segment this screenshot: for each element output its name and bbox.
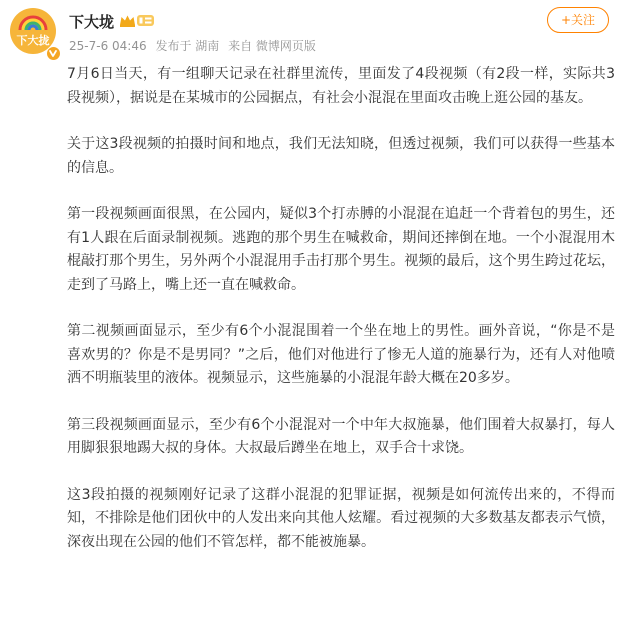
post-header (0, 0, 620, 60)
follow-button[interactable]: +关注 (547, 7, 609, 33)
paragraph: 第一段视频画面很黑，在公园内，疑似3个打赤膊的小混混在追赶一个背着包的男生，还有1人跟在后面录制视频。逃跑的那个男生在喊救命，期间还摔倒在地。一个小混混用木棍敲打那个男生，另外两个小混混用手击打那个男生。视频的最后，这个男生跨过花坛，走到了马路上，嘴上还一直在喊救命。 (67, 206, 615, 293)
verified-badge-icon (46, 46, 61, 61)
paragraph: 第三段视频画面显示，至少有6个小混混对一个中年大叔施暴，他们围着大叔暴打，每人用脚狠狠地踢大叔的身体。大叔最后蹲坐在地上，双手合十求饶。 (67, 416, 615, 456)
avatar-text: 下大拢 (16, 34, 50, 47)
paragraph: 这3段拍摄的视频刚好记录了这群小混混的犯罪证据，视频是如何流传出来的，不得而知，不排除是他们团伙中的人发出来向其他人炫耀。看过视频的大多数基友都表示气愤，深夜出现在公园的他们不管怎样，都不能被施暴。 (67, 486, 615, 550)
post-content (67, 63, 615, 577)
location: 发布于 湖南 (155, 39, 220, 53)
post-meta (69, 37, 321, 54)
source: 来自 微博网页版 (228, 39, 316, 53)
paragraph: 关于这3段视频的拍摄时间和地点，我们无法知晓，但透过视频，我们可以获得一些基本的信息。 (67, 136, 615, 176)
avatar[interactable] (10, 8, 56, 54)
paragraph: 第二视频画面显示，至少有6个小混混围着一个坐在地上的男性。画外音说，“你是不是喜欢男的？你是不是男同？”之后，他们对他进行了惨无人道的施暴行为，还有人对他喷洒不明瓶装里的液体。视频显示，这些施暴的小混混年龄大概在20多岁。 (67, 323, 615, 386)
timestamp[interactable]: 25-7-6 04:46 (69, 39, 147, 53)
crown-vip-icon[interactable] (119, 13, 155, 28)
author-name[interactable]: 下大垅 (69, 13, 115, 31)
paragraph: 7月6日当天，有一组聊天记录在社群里流传，里面发了4段视频（有2段一样，实际共3段视频），据说是在某城市的公园据点，有社会小混混在里面攻击晚上逛公园的基友。 (67, 66, 615, 106)
